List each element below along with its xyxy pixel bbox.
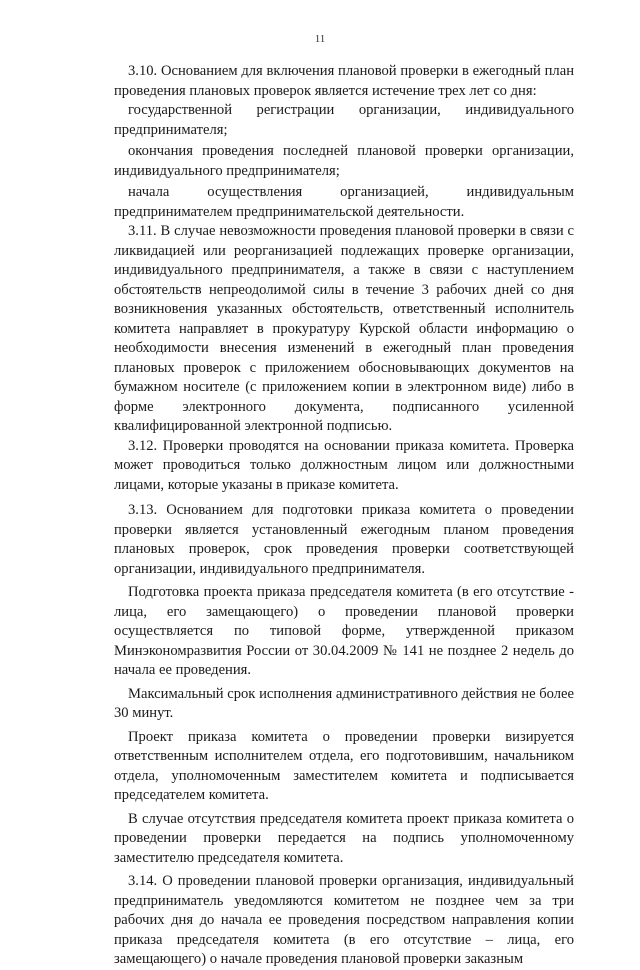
list-item-activity-start: начала осуществления организацией, индивидуальным предпринимателем предпринимательской деятельности. bbox=[114, 184, 574, 220]
list-item-registration: государственной регистрации организации, индивидуального предпринимателя; bbox=[114, 102, 574, 138]
page-number: 11 bbox=[314, 33, 326, 45]
paragraph-max-duration: Максимальный срок исполнения административного действия не более 30 минут. bbox=[114, 685, 574, 721]
paragraph-3-13: 3.13. Основанием для подготовки приказа комитета о проведении проверки является установленный ежегодным планом проведения плановых проверок, срок проведения проверки соответствующей организации, индивидуального предпринимателя. bbox=[114, 502, 574, 577]
paragraph-3-11: 3.11. В случае невозможности проведения плановой проверки в связи с ликвидацией или реорганизацией подлежащих проверке организации, индивидуального предпринимателя, а также в связи с наступлением обстоятельств непреодолимой силы в течение 3 рабочих дней со дня возникновения указанных обстоятельств, ответственный исполнитель комитета направляет в прокуратуру Курской области информацию о необходимости внесения изменений в ежегодный план проведения плановых проверок с приложением обосновывающих документов на бумажном носителе (с приложением копии в электронном виде) либо в форме электронного документа, подписанного усиленной квалифицированной электронной подписью. bbox=[114, 223, 574, 434]
paragraph-3-10: 3.10. Основанием для включения плановой проверки в ежегодный план проведения плановых проверок является истечение трех лет со дня: bbox=[114, 63, 574, 99]
document-body bbox=[114, 62, 574, 970]
paragraph-3-14: 3.14. О проведении плановой проверки организация, индивидуальный предприниматель уведомляются комитетом не позднее чем за три рабочих дня до начала ее проведения посредством направления копии приказа председателя комитета (в его отсутствие – лица, его замещающего) о начале проведения плановой проверки заказным bbox=[114, 873, 574, 967]
paragraph-chair-absence: В случае отсутствия председателя комитета проект приказа комитета о проведении проверки передается на подпись уполномоченному заместителю председателя комитета. bbox=[114, 810, 574, 866]
list-item-last-inspection: окончания проведения последней плановой проверки организации, индивидуального предпринимателя; bbox=[114, 143, 574, 179]
paragraph-3-12: 3.12. Проверки проводятся на основании приказа комитета. Проверка может проводиться только должностным лицом или должностными лицами, которые указаны в приказе комитета. bbox=[114, 437, 574, 493]
paragraph-order-preparation: Подготовка проекта приказа председателя комитета (в его отсутствие - лица, его замещающего) о проведении плановой проверки осуществляется по типовой форме, утвержденной приказом Минэкономразвития России от 30.04.2009 № 141 не позднее 2 недель до начала ее проведения. bbox=[114, 584, 574, 678]
paragraph-order-approval: Проект приказа комитета о проведении проверки визируется ответственным исполнителем отдела, его подготовившим, начальником отдела, уполномоченным заместителем комитета и подписывается председателем комитета. bbox=[114, 728, 574, 803]
